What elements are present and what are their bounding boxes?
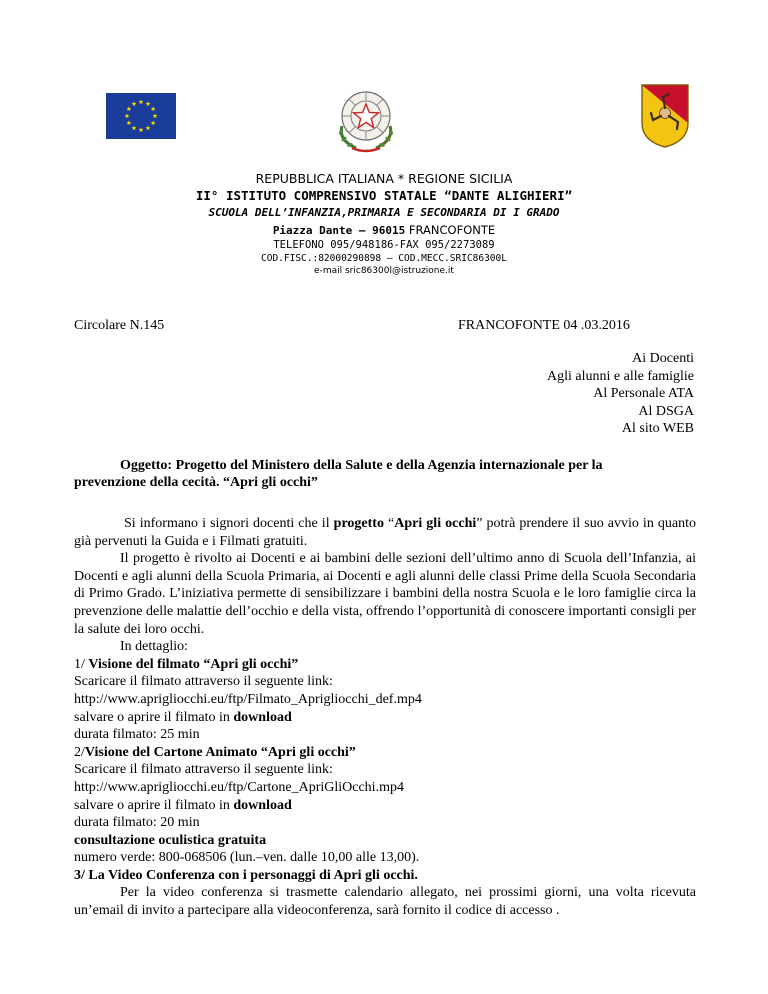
paragraph-intro: Si informano i signori docenti che il progetto “Apri gli occhi” potrà prendere il suo avvio in quanto già pervenuti la Guida e i Filmati gratuiti. xyxy=(74,516,696,549)
recipient: Al sito WEB xyxy=(621,421,694,436)
item-1-download: salvare o aprire il filmato in download xyxy=(74,709,292,725)
header-school-levels: SCUOLA DELL’INFANZIA,PRIMARIA E SECONDARIA DI I GRADO xyxy=(208,206,560,219)
item-1-title: 1/ Visione del filmato “Apri gli occhi” xyxy=(74,656,299,672)
recipient: Al Personale ATA xyxy=(593,386,694,401)
paragraph-details: In dettaglio: xyxy=(120,639,189,655)
header-school-name: II° ISTITUTO COMPRENSIVO STATALE “DANTE ALIGHIERI” xyxy=(195,188,573,203)
consultation-title: consultazione oculistica gratuita xyxy=(74,832,267,848)
header-address xyxy=(0,223,768,237)
item-1-duration: durata filmato: 25 min xyxy=(74,727,200,743)
recipient: Agli alunni e alle famiglie xyxy=(547,368,694,384)
item-3-title: 3/ La Video Conferenza con i personaggi di Apri gli occhi. xyxy=(74,867,418,883)
paragraph-videoconference: Per la video conferenza si trasmette calendario allegato, nei prossimi giorni, una volta ricevuta un’email di invito a partecipare alla videoconferenza, sarà fornito il codice di accesso . xyxy=(74,885,696,919)
header-phone-fax: TELEFONO 095/948186-FAX 095/2273089 xyxy=(273,239,495,251)
item-2-duration: durata filmato: 20 min xyxy=(74,815,200,831)
recipient: Ai Docenti xyxy=(632,351,694,366)
header-codes: COD.FISC.:82000290898 – COD.MECC.SRIC86300L xyxy=(261,253,507,264)
paragraph-project: Il progetto è rivolto ai Docenti e ai bambini delle sezioni dell’ultimo anno di Scuola dell’Infanzia, ai Docenti e agli alunni della Scuola Primaria, ai Docenti e agli alunni delle classi Prime della Scuola Secondaria di Primo Grado. L’iniziativa permette di sensibilizzare i bambini della nostra Scuola e le loro famiglie circa la prevenzione delle malattie dell’occhio e della vista, offrendo l’opportunità di conoscere importanti consigli per la salute dei loro occhi. xyxy=(74,551,696,637)
header-address-street: Piazza Dante – 96015 xyxy=(272,224,406,237)
circular-number: Circolare N.145 xyxy=(74,318,165,333)
subject-line-2: prevenzione della cecità. “Apri gli occhi” xyxy=(74,475,318,490)
eu-flag-icon xyxy=(106,93,176,139)
item-2-link[interactable]: http://www.aprigliocchi.eu/ftp/Cartone_ApriGliOcchi.mp4 xyxy=(74,779,404,795)
header-republic-region: REPUBBLICA ITALIANA * REGIONE SICILIA xyxy=(255,171,513,186)
item-1-instructions: Scaricare il filmato attraverso il seguente link: xyxy=(74,674,333,690)
italian-republic-emblem-icon xyxy=(330,82,402,154)
header-address-city: FRANCOFONTE xyxy=(408,223,496,237)
recipient: Al DSGA xyxy=(638,403,694,419)
place-date: FRANCOFONTE 04 .03.2016 xyxy=(458,318,630,333)
header-email: e-mail sric86300l@istruzione.it xyxy=(314,266,454,276)
item-2-instructions: Scaricare il filmato attraverso il seguente link: xyxy=(74,762,333,778)
item-2-title: 2/Visione del Cartone Animato “Apri gli occhi” xyxy=(74,744,356,760)
item-1-link[interactable]: http://www.aprigliocchi.eu/ftp/Filmato_Aprigliocchi_def.mp4 xyxy=(74,691,422,707)
item-2-download: salvare o aprire il filmato in download xyxy=(74,797,292,813)
subject xyxy=(74,457,694,491)
subject-line-1: Oggetto: Progetto del Ministero della Salute e della Agenzia internazionale per la xyxy=(120,458,603,473)
recipients-list xyxy=(547,350,694,438)
sicily-region-emblem-icon xyxy=(640,83,690,149)
consultation-phone: numero verde: 800-068506 (lun.–ven. dalle 10,00 alle 13,00). xyxy=(74,850,420,866)
letter-body xyxy=(74,515,696,920)
